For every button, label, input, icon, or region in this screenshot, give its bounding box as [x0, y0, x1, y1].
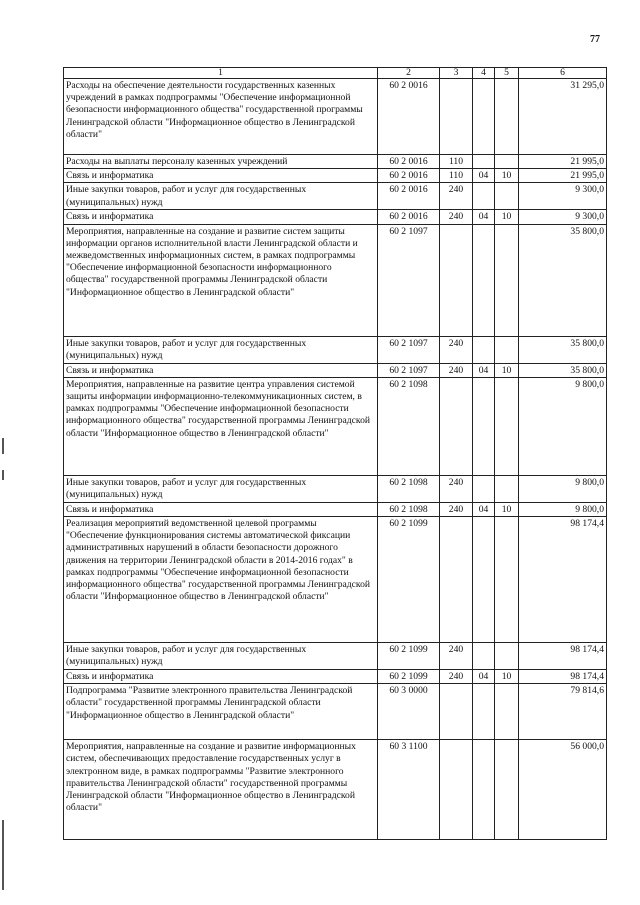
row-section [473, 336, 495, 363]
row-section [473, 183, 495, 210]
row-expense-type: 110 [440, 155, 473, 169]
row-expense-type [440, 684, 473, 740]
row-section: 04 [473, 670, 495, 684]
row-target-code: 60 2 1099 [378, 670, 440, 684]
row-target-code: 60 3 1100 [378, 740, 440, 840]
row-amount: 56 000,0 [519, 740, 607, 840]
table-row [64, 363, 607, 377]
row-name: Мероприятия, направленные на создание и развитие систем защиты информации органов исполнительной власти Ленинградской области и межведомственных информационных систем, в рамках подпрограммы "Обеспечение информационной безопасности информационного общества" государственной программы Ленинградской области "Информационное общество в Ленинградской области" [64, 224, 378, 336]
column-header: 6 [519, 68, 607, 79]
row-subsection: 10 [495, 670, 519, 684]
row-target-code: 60 2 1099 [378, 643, 440, 670]
table-row [64, 684, 607, 740]
row-name: Подпрограмма "Развитие электронного правительства Ленинградской области" государственной программы Ленинградской области "Информационное общество в Ленинградской области" [64, 684, 378, 740]
row-expense-type: 240 [440, 363, 473, 377]
row-target-code: 60 2 1098 [378, 502, 440, 516]
row-section [473, 684, 495, 740]
row-subsection [495, 643, 519, 670]
row-expense-type: 240 [440, 502, 473, 516]
table-row [64, 670, 607, 684]
row-expense-type: 240 [440, 210, 473, 224]
row-subsection [495, 155, 519, 169]
row-amount: 98 174,4 [519, 670, 607, 684]
row-amount: 35 800,0 [519, 336, 607, 363]
row-target-code: 60 2 0016 [378, 210, 440, 224]
row-name: Связь и информатика [64, 169, 378, 183]
row-expense-type: 240 [440, 336, 473, 363]
table-row [64, 155, 607, 169]
row-subsection: 10 [495, 210, 519, 224]
row-target-code: 60 2 0016 [378, 79, 440, 155]
table-row [64, 169, 607, 183]
row-name: Мероприятия, направленные на создание и развитие информационных систем, обеспечивающих предоставление государственных услуг в электронном виде, в рамках подпрограммы "Развитие электронного правительства Ленинградской области" государственной программы Ленинградской области "Информационное общество в Ленинградской области" [64, 740, 378, 840]
row-section: 04 [473, 210, 495, 224]
row-amount: 35 800,0 [519, 224, 607, 336]
row-section [473, 517, 495, 643]
column-header: 2 [378, 68, 440, 79]
row-name: Связь и информатика [64, 670, 378, 684]
row-target-code: 60 2 1097 [378, 224, 440, 336]
table-row [64, 336, 607, 363]
column-header: 4 [473, 68, 495, 79]
row-section [473, 643, 495, 670]
row-section [473, 475, 495, 502]
row-subsection [495, 740, 519, 840]
table-row [64, 79, 607, 155]
table-row [64, 377, 607, 475]
row-amount: 79 814,6 [519, 684, 607, 740]
row-subsection [495, 684, 519, 740]
row-subsection [495, 517, 519, 643]
row-section [473, 740, 495, 840]
row-subsection [495, 224, 519, 336]
page-number: 77 [590, 34, 600, 45]
row-name: Расходы на выплаты персоналу казенных учреждений [64, 155, 378, 169]
row-name: Связь и информатика [64, 210, 378, 224]
row-section [473, 224, 495, 336]
row-amount: 35 800,0 [519, 363, 607, 377]
row-section [473, 79, 495, 155]
column-header: 5 [495, 68, 519, 79]
table-row [64, 502, 607, 516]
row-name: Иные закупки товаров, работ и услуг для государственных (муниципальных) нужд [64, 336, 378, 363]
row-name: Иные закупки товаров, работ и услуг для государственных (муниципальных) нужд [64, 475, 378, 502]
row-subsection [495, 79, 519, 155]
row-name: Иные закупки товаров, работ и услуг для государственных (муниципальных) нужд [64, 643, 378, 670]
row-name: Расходы на обеспечение деятельности государственных казенных учреждений в рамках подпрограммы "Обеспечение информационной безопасности информационного общества" государственной программы Ленинградской области "Информационное общество в Ленинградской области" [64, 79, 378, 155]
row-expense-type: 240 [440, 670, 473, 684]
row-expense-type: 240 [440, 475, 473, 502]
row-amount: 31 295,0 [519, 79, 607, 155]
column-header: 1 [64, 68, 378, 79]
table-row [64, 740, 607, 840]
row-target-code: 60 3 0000 [378, 684, 440, 740]
row-section: 04 [473, 502, 495, 516]
row-subsection: 10 [495, 502, 519, 516]
row-expense-type [440, 377, 473, 475]
row-target-code: 60 2 1099 [378, 517, 440, 643]
row-subsection [495, 475, 519, 502]
row-amount: 9 300,0 [519, 210, 607, 224]
row-target-code: 60 2 0016 [378, 169, 440, 183]
row-subsection [495, 336, 519, 363]
row-amount: 9 800,0 [519, 502, 607, 516]
row-amount: 21 995,0 [519, 169, 607, 183]
row-amount: 21 995,0 [519, 155, 607, 169]
table-row [64, 643, 607, 670]
row-section [473, 155, 495, 169]
row-amount: 9 800,0 [519, 377, 607, 475]
row-name: Иные закупки товаров, работ и услуг для государственных (муниципальных) нужд [64, 183, 378, 210]
row-expense-type: 240 [440, 643, 473, 670]
row-name: Реализация мероприятий ведомственной целевой программы "Обеспечение функционирования системы автоматической фиксации административных нарушений в области безопасности дорожного движения на территории Ленинградской области в 2014-2016 годах" в рамках подпрограммы "Обеспечение информационной безопасности информационного общества" государственной программы Ленинградской области "Информационное общество в Ленинградской области" [64, 517, 378, 643]
row-target-code: 60 2 1097 [378, 363, 440, 377]
row-subsection [495, 183, 519, 210]
row-amount: 98 174,4 [519, 517, 607, 643]
row-expense-type [440, 517, 473, 643]
header-row [64, 68, 607, 79]
row-expense-type: 240 [440, 183, 473, 210]
table-row [64, 210, 607, 224]
column-header: 3 [440, 68, 473, 79]
row-target-code: 60 2 1097 [378, 336, 440, 363]
row-amount: 9 300,0 [519, 183, 607, 210]
row-expense-type [440, 79, 473, 155]
table-row [64, 475, 607, 502]
row-name: Связь и информатика [64, 363, 378, 377]
row-expense-type [440, 740, 473, 840]
scan-edge-marks [0, 0, 8, 905]
row-expense-type: 110 [440, 169, 473, 183]
row-target-code: 60 2 1098 [378, 377, 440, 475]
row-amount: 9 800,0 [519, 475, 607, 502]
budget-table [63, 67, 607, 840]
row-subsection [495, 377, 519, 475]
row-expense-type [440, 224, 473, 336]
row-target-code: 60 2 1098 [378, 475, 440, 502]
table-row [64, 517, 607, 643]
row-subsection: 10 [495, 169, 519, 183]
row-section: 04 [473, 363, 495, 377]
row-section: 04 [473, 169, 495, 183]
row-subsection: 10 [495, 363, 519, 377]
row-target-code: 60 2 0016 [378, 183, 440, 210]
row-target-code: 60 2 0016 [378, 155, 440, 169]
row-name: Связь и информатика [64, 502, 378, 516]
row-section [473, 377, 495, 475]
table-row [64, 224, 607, 336]
table-row [64, 183, 607, 210]
row-name: Мероприятия, направленные на развитие центра управления системой защиты информации информационно-телекоммуникационных систем, в рамках подпрограммы "Обеспечение информационной безопасности информационного общества" государственной программы Ленинградской области "Информационное общество в Ленинградской области" [64, 377, 378, 475]
row-amount: 98 174,4 [519, 643, 607, 670]
